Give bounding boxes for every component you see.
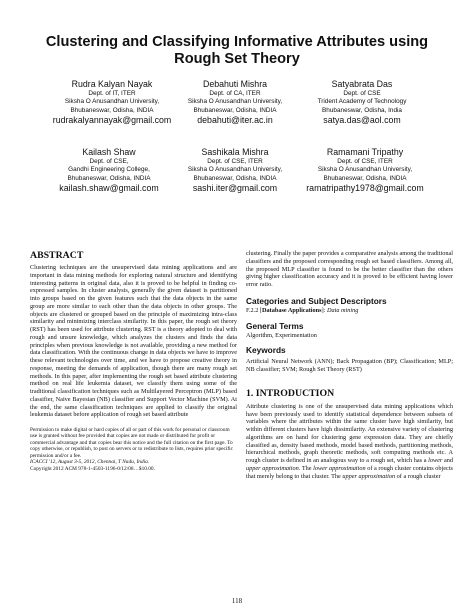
author-location: Bhubaneswar, Odisha, INDIA bbox=[323, 174, 407, 182]
conference-line: ICACCI '12, August 3-5, 2012, Chennai, T Nadu, India. bbox=[30, 459, 150, 466]
author-email[interactable]: rudrakalyannayak@gmail.com bbox=[52, 115, 172, 126]
author-dept: Dept. of CSE bbox=[343, 90, 381, 97]
author-block bbox=[160, 146, 310, 194]
categories-sep: ]: bbox=[321, 306, 327, 314]
permission-notice bbox=[30, 427, 237, 472]
author-dept: Dept. of CSE, ITER bbox=[337, 158, 393, 165]
general-terms-heading: General Terms bbox=[246, 320, 304, 331]
author-email[interactable]: ramatripathy1978@gmail.com bbox=[306, 183, 424, 194]
introduction-text bbox=[246, 403, 453, 481]
intro-part: and bbox=[442, 457, 453, 464]
intro-part: of a rough cluster contains objects that merely belong to that cluster. The bbox=[246, 464, 453, 480]
author-email[interactable]: kailash.shaw@gmail.com bbox=[59, 183, 159, 194]
categories-heading: Categories and Subject Descriptors bbox=[246, 295, 387, 306]
page-number: 118 bbox=[231, 597, 243, 605]
author-block bbox=[287, 78, 437, 126]
right-column bbox=[246, 250, 453, 480]
author-name: Kailash Shaw bbox=[82, 147, 136, 157]
keywords-text: Artificial Neural Network (ANN); Back Propagation (BP); Classification; MLP; NB classifier; SVM; Rough Set Theory (RST) bbox=[246, 358, 453, 373]
author-email[interactable]: satya.das@aol.com bbox=[323, 115, 401, 126]
intro-part: Attribute clustering is one of the unsupervised data mining applications which have been previously used to identify statistical dependence between subsets of variables where the attributes within the same cluster have high similarity, but within different clusters have high dissimilarity. An extensive variety of clustering algorithms are on hand for clustering gene expression data. They are chiefly classified as, density based methods, model based methods, partitioning methods, hierarchical methods, graph theoretic methods, soft computing methods etc. A rough cluster is defined in an analogous way to a rough set, which has a bbox=[246, 402, 453, 464]
author-location: Bhubaneswar, Odisha, INDIA bbox=[193, 174, 277, 182]
author-dept: Dept. of CA, ITER bbox=[209, 90, 261, 97]
author-institution: Siksha O Anusandhan University, bbox=[64, 98, 160, 106]
categories-code: F.2.2 [ bbox=[246, 306, 262, 314]
paper-title bbox=[20, 34, 454, 68]
author-location: Bhubaneswar, Odisha, INDIA bbox=[193, 106, 277, 114]
permission-text: Permission to make digital or hard copies of all or part of this work for personal or classroom use is granted without fee provided that copies are not made or distributed for profit or commercial advantage and that copies bear this notice and the full citation on the first page. To copy otherwise, or republish, to post on servers or to redistribute to lists, requires prior specific permission and/or a fee. bbox=[30, 427, 234, 459]
left-column bbox=[30, 250, 237, 472]
author-name: Ramamani Tripathy bbox=[326, 147, 404, 157]
author-location: Bhubaneswar, Odisha, India bbox=[322, 106, 402, 114]
author-block bbox=[290, 146, 440, 194]
abstract-text: Clustering techniques are the unsupervised data mining applications and are important in data mining methods for exploring natural structure and identifying interesting patterns in original data, also it is proved to be helpful in finding co-expressed samples. In cluster analysis, generally the given dataset is partitioned into groups based on the given features such that the data objects in the same group are more similar to each other than the data objects in other groups. The objects are clustered or grouped based on the principle of maximizing intra-class similarity and minimizing interclass similarity. In this paper, the rough set theory (RST) has been used for attribute clustering. RST is a theory adopted to deal with rough and unsure knowledge, which analyzes the clusters and finds the data principles when previous knowledge is not available, providing a new method for data classification. With the continuous change in data objects we have to improve these relevant technologies over time, and we have to propose creative theory in response, meeting the demands of application, though there are many rough set methods. In this paper, after implementing the rough set based attribute clustering method on real life leukemia dataset, we classify them using some of the traditional classification techniques such as Multilayered Perceptron (MLP) based classifier, Naive Bayesian (NB) classifier and Support Vector Machine (SVM). At the end, the same classification techniques are applied to classify the original leukemia dataset before application of rough set based attribute bbox=[30, 264, 237, 419]
intro-part: of a rough cluster bbox=[395, 472, 441, 480]
categories-bold: Database Applications bbox=[262, 306, 322, 314]
copyright-line: Copyright 2012 ACM 978-1-4503-1196-0/12/08…$10.00. bbox=[30, 465, 155, 472]
author-name: Satyabrata Das bbox=[331, 79, 393, 89]
author-email[interactable]: debahuti@iter.ac.in bbox=[197, 115, 273, 126]
author-location: Bhubaneswar, Odisha, INDIA bbox=[67, 174, 151, 182]
author-institution: Siksha O Anusandhan University, bbox=[187, 166, 283, 174]
abstract-continued: clustering. Finally the paper provides a comparative analysis among the traditional classifiers and the proposed corresponding rough set based classifiers. Among all, the proposed MLP classifier is found to be the better classifier than the others giving higher classification accuracy and it is proved to be efficient having lower error ratio. bbox=[246, 250, 453, 288]
author-name: Sashikala Mishra bbox=[201, 147, 269, 157]
abstract-heading: ABSTRACT bbox=[30, 250, 84, 261]
author-dept: Dept. of IT, ITER bbox=[88, 90, 136, 97]
intro-italic: upper approximation bbox=[246, 464, 299, 472]
title-line-2: Rough Set Theory bbox=[174, 51, 300, 67]
author-institution: Trident Academy of Technology bbox=[317, 98, 407, 106]
author-institution: Siksha O Anusandhan University, bbox=[317, 166, 413, 174]
general-terms-text: Algorithm, Experimentation bbox=[246, 331, 317, 339]
author-institution: Gandhi Engineering College, bbox=[68, 166, 150, 174]
author-dept: Dept. of CSE, bbox=[89, 158, 129, 165]
categories-italic: Data mining bbox=[326, 306, 359, 314]
title-line-1: Clustering and Classifying Informative Attributes using bbox=[45, 34, 429, 50]
author-email[interactable]: sashi.iter@gmail.com bbox=[192, 183, 278, 194]
keywords-heading: Keywords bbox=[246, 345, 286, 356]
author-name: Debahuti Mishra bbox=[202, 79, 268, 89]
author-name: Rudra Kalyan Nayak bbox=[71, 79, 153, 89]
introduction-heading: 1. INTRODUCTION bbox=[246, 387, 335, 399]
author-institution: Siksha O Anusandhan University, bbox=[187, 98, 283, 106]
author-dept: Dept. of CSE, ITER bbox=[207, 158, 263, 165]
author-location: Bhubaneswar, Odisha, INDIA bbox=[70, 106, 154, 114]
intro-italic: upper approximation bbox=[342, 472, 396, 480]
intro-italic: lower bbox=[428, 457, 443, 464]
intro-italic: lower approximation bbox=[313, 464, 366, 472]
categories-text bbox=[246, 307, 453, 315]
intro-part: . The bbox=[298, 464, 314, 472]
